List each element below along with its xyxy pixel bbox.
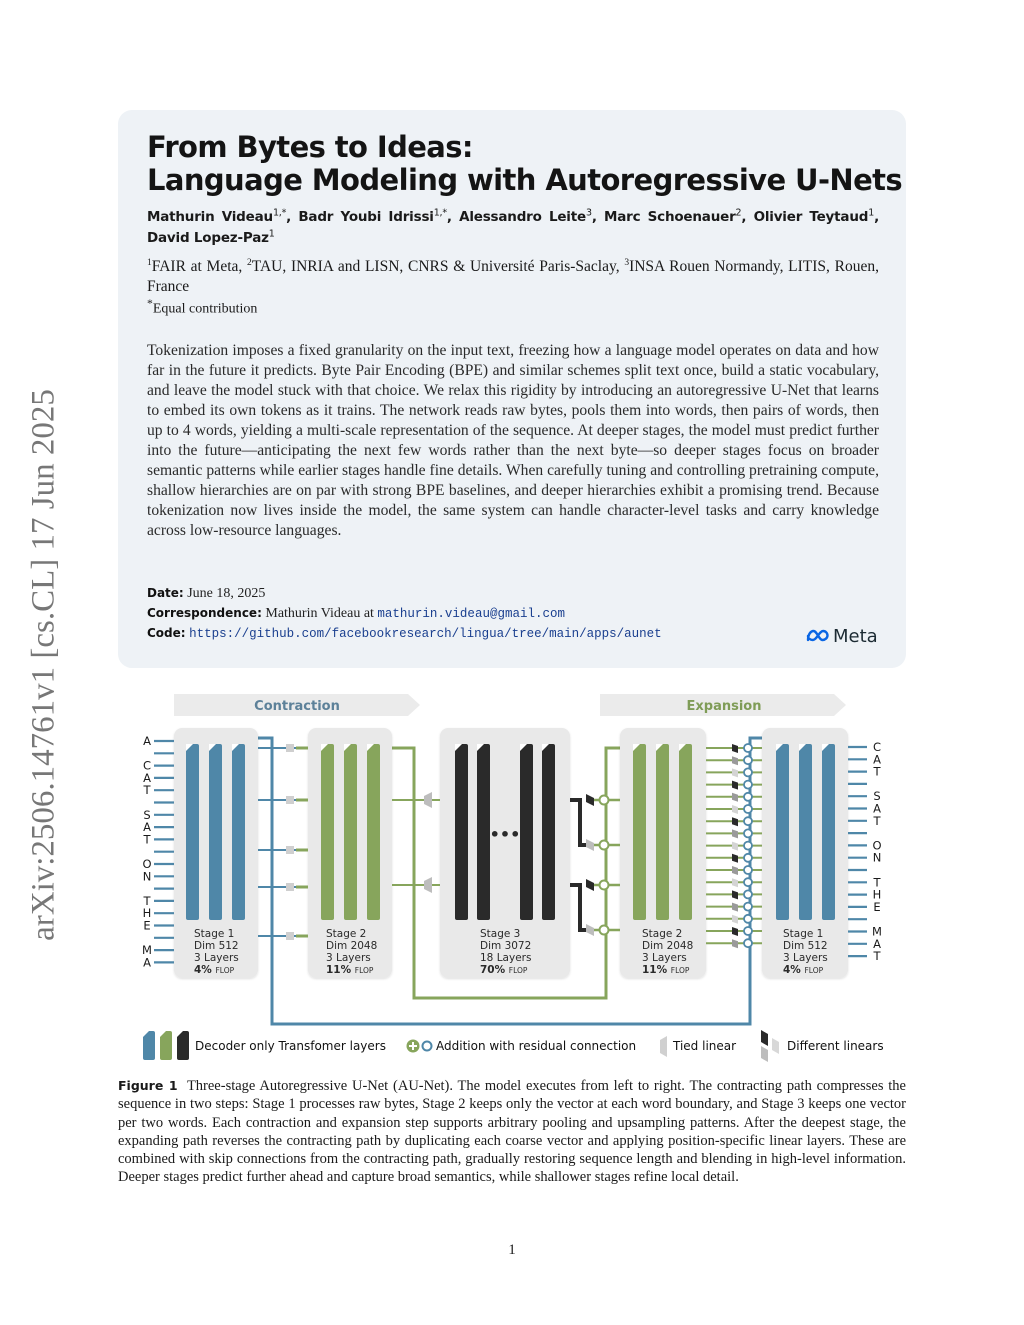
- correspondence-email-link[interactable]: mathurin.videau@gmail.com: [377, 607, 565, 621]
- stage2-left-transformer-layer: [367, 744, 380, 920]
- residual-addition: [600, 796, 609, 805]
- residual-addition: [744, 939, 752, 947]
- stage-label-layers: 18 Layers: [480, 952, 532, 964]
- residual-addition: [744, 890, 752, 898]
- arxiv-identifier-text: arXiv:2506.14761v1 [cs.CL] 17 Jun 2025: [25, 389, 62, 941]
- stage-label-flop-unit: FLOP: [508, 966, 528, 975]
- residual-addition: [744, 866, 752, 874]
- input-char: S: [143, 807, 151, 822]
- stage1-right-transformer-layer: [822, 744, 835, 920]
- author: Olivier Teytaud: [753, 209, 869, 225]
- stage3-ellipsis: •••: [489, 825, 521, 844]
- stage1-left-transformer-layer: [186, 744, 199, 920]
- residual-addition: [744, 903, 752, 911]
- code-label: Code:: [147, 626, 186, 640]
- stage-label-flop: 11% FLOP: [326, 964, 374, 976]
- expansion-linear: [732, 854, 738, 863]
- pool-tied-linear: [286, 796, 294, 804]
- addition-legend-icon: [407, 1040, 432, 1053]
- stage-label-layers: 3 Layers: [642, 952, 687, 964]
- output-char: A: [873, 752, 881, 767]
- stage3-transformer-layer: [520, 744, 533, 920]
- legend-decoder-label: Decoder only Transfomer layers: [195, 1039, 386, 1053]
- pool-tied-linear: [286, 883, 294, 891]
- residual-addition: [744, 854, 752, 862]
- author-affiliation-mark: 1,*: [272, 207, 287, 219]
- stage3-to-stage2-expansion: [570, 794, 620, 936]
- pool-tied-linear: [286, 846, 294, 854]
- abstract: Tokenization imposes a fixed granularity on the input text, freezing how a language model operates on data and how far in the future it predicts. Byte Pair Encoding (BPE) and similar schemes split text once, build a static vocabulary, and leave the model stuck with that choice. We relax this rigidity by introducing an autoregressive U-Net that learns to embed its own tokens as it trains. The network reads raw bytes, pools them into words, then pairs of words, then up to 4 words, yielding a multi-scale representation of the sequence. At deeper stages, the model must predict further into the future—anticipating the next few words rather than the next byte—so deeper stages focus on broader semantic patterns while earlier stages handle fine details. When carefully tuning and controlling pretraining compute, shallow hierarchies are on par with strong BPE baselines, and deeper hierarchies exhibit a promising trend. Because tokenization now lives inside the model, the same system can handle character-level tasks and carry knowledge across low-resource languages.: [147, 342, 879, 539]
- stage2-left-transformer-layer: [344, 744, 357, 920]
- output-char: A: [873, 801, 881, 816]
- output-char: O: [872, 838, 882, 853]
- input-char: H: [142, 906, 152, 921]
- figure-caption: [118, 1077, 906, 1187]
- stage2-right-transformer-layer: [679, 744, 692, 920]
- pool-tied-linear: [424, 877, 432, 893]
- expansion-linear: [732, 817, 738, 826]
- stage-label-flop-unit: FLOP: [215, 966, 235, 975]
- input-char: E: [143, 918, 151, 933]
- expansion-linear: [732, 878, 738, 887]
- date-label: Date:: [147, 586, 184, 600]
- caption-text: Three-stage Autoregressive U-Net (AU-Net). The model executes from left to right. The contracting path compresses the sequence in two steps: Stage 1 processes raw bytes, Stage 2 keeps only the vector at each word boundary, and Stage 3 keeps one vector per two words. Each contraction and expansion step supports arbitrary pooling and upsampling patterns. After the deepest stage, the expanding path reverses the contracting path by duplicating each coarse vector and applying position-specific linear layers. These are combined with skip connections from the contracting path, gradually restoring sequence length and blending in high-level information. Deeper stages predict further ahead and capture broad semantics, while shallower stages refine local detail.: [118, 1078, 906, 1186]
- stage2-to-stage1-expansion: [706, 744, 762, 948]
- author-affiliation-mark: 2: [735, 207, 742, 219]
- expansion-linear: [732, 927, 738, 936]
- output-char: N: [872, 850, 882, 865]
- figure-legend: [143, 1030, 884, 1062]
- residual-addition: [600, 881, 609, 890]
- input-char: A: [143, 820, 151, 835]
- affiliation-mark: 1: [147, 257, 152, 268]
- stage-label-flop: 4% FLOP: [194, 964, 235, 976]
- title-line-2: Language Modeling with Autoregressive U-Nets: [147, 163, 903, 197]
- residual-addition: [744, 842, 752, 850]
- expansion-linear: [732, 756, 738, 765]
- stage2-to-stage3-pooling: [392, 792, 440, 893]
- input-char: C: [142, 758, 152, 773]
- input-char: N: [142, 869, 152, 884]
- equal-contribution-text: Equal contribution: [152, 301, 258, 317]
- residual-addition: [744, 927, 752, 935]
- output-char: T: [873, 764, 881, 779]
- expansion-banner: [600, 694, 846, 716]
- residual-addition: [744, 915, 752, 923]
- author-affiliation-mark: 3: [585, 207, 592, 219]
- expansion-linear: [732, 829, 738, 838]
- residual-addition: [600, 841, 609, 850]
- expansion-linear: [732, 744, 738, 753]
- author-affiliation-mark: 1: [268, 228, 275, 240]
- expansion-linear-bottom: [586, 839, 594, 851]
- stage2-right-transformer-layer: [656, 744, 669, 920]
- input-char: A: [143, 955, 151, 970]
- output-char: E: [873, 899, 881, 914]
- stage2-left-transformer-layer: [321, 744, 334, 920]
- output-char: T: [873, 875, 881, 890]
- decoder-legend-icon: [143, 1031, 189, 1060]
- expansion-linear-top: [586, 794, 594, 806]
- stage-label-flop: 70% FLOP: [480, 964, 528, 976]
- output-char: S: [873, 789, 881, 804]
- correspondence-label: Correspondence:: [147, 606, 262, 620]
- input-char: A: [143, 734, 151, 748]
- expansion-linear: [732, 890, 738, 899]
- expansion-linear-top: [586, 879, 594, 891]
- stage-label-layers: 3 Layers: [783, 952, 828, 964]
- stage-label-dim: Dim 512: [783, 940, 828, 952]
- stage-label-name: Stage 1: [194, 928, 235, 940]
- stage-label-name: Stage 1: [783, 928, 824, 940]
- expansion-linear: [732, 793, 738, 802]
- stage3-transformer-layer: [542, 744, 555, 920]
- author: Badr Youbi Idrissi: [298, 209, 434, 225]
- author-list: Mathurin Videau$^{1,*}$, Badr Youbi Idrissi$^{1,*}$, Alessandro Leite$^3$, Marc Schoenauer$^2$, Olivier Teytaud$^1$, David Lopez-Paz$^1$: [147, 207, 879, 246]
- pool-tied-linear: [424, 792, 432, 808]
- residual-addition: [744, 781, 752, 789]
- affiliation-mark: 3: [624, 257, 630, 268]
- input-char: T: [143, 783, 151, 798]
- residual-addition: [744, 805, 752, 813]
- legend-different-label: Different linears: [787, 1039, 884, 1053]
- legend-addition-label: Addition with residual connection: [436, 1039, 637, 1053]
- output-char: A: [873, 936, 881, 951]
- code-url-link[interactable]: https://github.com/facebookresearch/lingua/tree/main/apps/aunet: [189, 627, 662, 641]
- output-char: C: [872, 740, 882, 754]
- stage1-left-transformer-layer: [209, 744, 222, 920]
- stage-label-dim: Dim 2048: [326, 940, 378, 952]
- output-char: H: [872, 887, 882, 902]
- pool-tied-linear: [286, 744, 294, 752]
- title-line-1: From Bytes to Ideas:: [147, 130, 473, 164]
- residual-addition: [744, 817, 752, 825]
- stage-label-flop: 11% FLOP: [642, 964, 690, 976]
- tied-linear-legend-icon: [660, 1036, 667, 1057]
- affiliation: TAU, INRIA and LISN, CNRS & Université Paris-Saclay,: [251, 258, 625, 275]
- stage3-transformer-layer: [477, 744, 490, 920]
- caption-label: Figure 1: [118, 1078, 178, 1093]
- page-number: 1: [508, 1242, 516, 1258]
- affiliation: FAIR at Meta,: [151, 258, 247, 275]
- stage-label-dim: Dim 2048: [642, 940, 694, 952]
- stage-label-name: Stage 3: [480, 928, 521, 940]
- output-char: T: [873, 813, 881, 828]
- stage3-transformer-layer: [455, 744, 468, 920]
- stage2-right-transformer-layer: [633, 744, 646, 920]
- stage-label-layers: 3 Layers: [194, 952, 239, 964]
- author: Alessandro Leite: [459, 209, 586, 225]
- input-char: O: [142, 857, 152, 871]
- expansion-duplicate-path: [570, 800, 590, 845]
- author-affiliation-mark: 1,*: [433, 207, 447, 219]
- expansion-duplicate-path: [570, 885, 590, 930]
- expansion-label: Expansion: [686, 699, 762, 714]
- author-affiliation-mark: 1: [868, 207, 875, 219]
- stage-label-flop: 4% FLOP: [783, 964, 824, 976]
- correspondence-name: Mathurin Videau at: [265, 606, 374, 621]
- output-char: M: [872, 924, 882, 939]
- stage-label-dim: Dim 3072: [480, 940, 532, 952]
- equal-contribution-mark: *: [147, 297, 153, 310]
- meta-logo-text: Meta: [833, 625, 878, 647]
- input-char: M: [142, 943, 152, 958]
- stage1-right-transformer-layer: [799, 744, 812, 920]
- input-char: A: [143, 770, 151, 785]
- expansion-linear: [732, 903, 738, 912]
- pool-tied-linear: [286, 932, 294, 940]
- expansion-linear: [732, 866, 738, 875]
- stage-label-flop-unit: FLOP: [670, 966, 690, 975]
- expansion-linear: [732, 939, 738, 948]
- author: Mathurin Videau: [147, 209, 273, 225]
- stage-label-name: Stage 2: [326, 928, 367, 940]
- stage1-left-transformer-layer: [232, 744, 245, 920]
- expansion-linear: [732, 768, 738, 777]
- residual-addition: [744, 744, 752, 752]
- contraction-label: Contraction: [254, 699, 340, 714]
- different-linears-legend-icon: [761, 1030, 779, 1062]
- stage1-right-transformer-layer: [776, 744, 789, 920]
- output-char: T: [873, 949, 881, 964]
- expansion-linear: [732, 915, 738, 924]
- contraction-banner: [174, 694, 420, 716]
- affiliation-mark: 2: [246, 257, 252, 268]
- residual-addition: [744, 768, 752, 776]
- stage1-to-stage2-pooling: [258, 744, 308, 940]
- author: Marc Schoenauer: [603, 209, 736, 225]
- expansion-linear-bottom: [586, 924, 594, 936]
- residual-addition: [744, 878, 752, 886]
- residual-addition: [744, 793, 752, 801]
- stage-label-flop-unit: FLOP: [804, 966, 824, 975]
- stage-label-flop-unit: FLOP: [354, 966, 374, 975]
- date-value: June 18, 2025: [187, 586, 266, 601]
- input-char: T: [143, 893, 151, 908]
- expansion-linear: [732, 842, 738, 851]
- stage-label-layers: 3 Layers: [326, 952, 371, 964]
- residual-addition: [744, 829, 752, 837]
- stage-label-name: Stage 2: [642, 928, 683, 940]
- stage-label-dim: Dim 512: [194, 940, 239, 952]
- expansion-linear: [732, 805, 738, 814]
- legend-tied-label: Tied linear: [673, 1039, 737, 1053]
- input-char: T: [143, 832, 151, 847]
- residual-addition: [600, 926, 609, 935]
- affiliation: INSA Rouen Normandy, LITIS, Rouen, France: [147, 258, 879, 295]
- author: David Lopez-Paz: [147, 230, 269, 246]
- expansion-linear: [732, 781, 738, 790]
- residual-addition: [744, 756, 752, 764]
